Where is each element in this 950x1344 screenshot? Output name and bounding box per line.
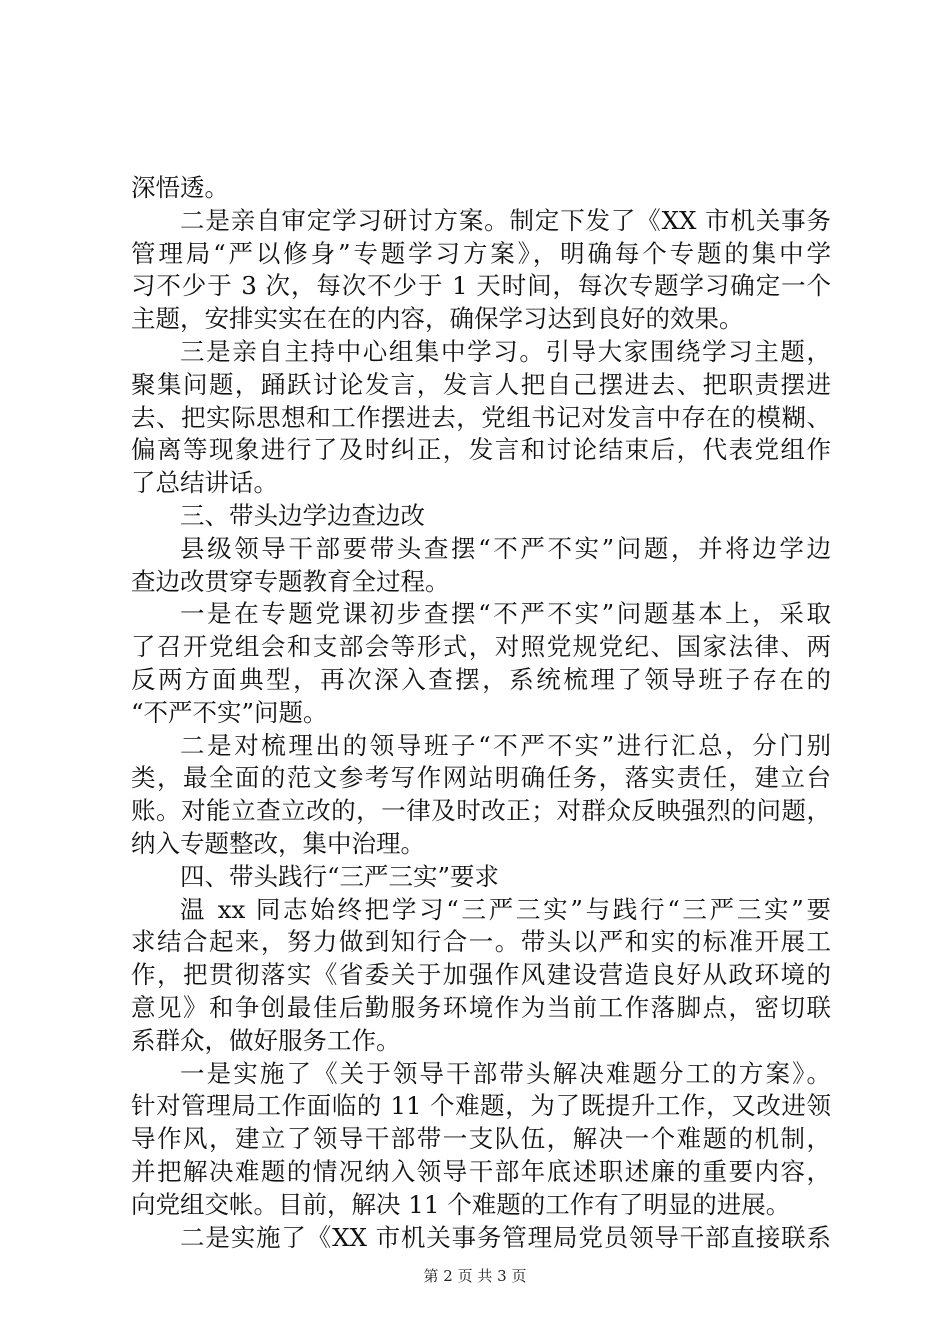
text-line: “不严不实”问题。 (131, 697, 328, 727)
text-line: 针对管理局工作面临的 11 个难题，为了既提升工作，又改进领 (131, 1091, 831, 1121)
text-line: 习不少于 3 次，每次不少于 1 天时间，每次专题学习确定一个 (131, 271, 831, 301)
text-line: 去、把实际思想和工作摆进去，党组书记对发言中存在的模糊、 (131, 402, 831, 432)
text-line: 意见》和争创最佳后勤服务环境作为当前工作落脚点，密切联 (131, 992, 831, 1022)
text-line: 了召开党组会和支部会等形式，对照党规党纪、国家法律、两 (131, 632, 831, 662)
document-body (131, 172, 831, 1254)
text-line: 四、带头践行“三严三实”要求 (180, 861, 500, 891)
text-line: 一是在专题党课初步查摆“不严不实”问题基本上，采取 (180, 599, 831, 629)
text-line: 深悟透。 (131, 173, 229, 202)
text-line: 类，最全面的范文参考写作网站明确任务，落实责任，建立台 (131, 763, 831, 793)
text-line: 查边改贯穿专题教育全过程。 (131, 566, 450, 596)
text-line: 管理局“严以修身”专题学习方案》，明确每个专题的集中学 (131, 238, 831, 268)
text-line: 聚集问题，踊跃讨论发言，发言人把自己摆进去、把职责摆进 (131, 369, 831, 399)
text-line: 并把解决难题的情况纳入领导干部年底述职述廉的重要内容， (131, 1156, 831, 1186)
text-line: 账。对能立查立改的，一律及时改正；对群众反映强烈的问题， (131, 796, 831, 826)
text-line: 反两方面典型，再次深入查摆，系统梳理了领导班子存在的 (131, 664, 831, 694)
text-line: 温 xx 同志始终把学习“三严三实”与践行“三严三实”要 (180, 894, 831, 924)
text-line: 主题，安排实实在在的内容，确保学习达到良好的效果。 (131, 304, 744, 334)
text-line: 县级领导干部要带头查摆“不严不实”问题，并将边学边 (180, 533, 831, 563)
text-line: 三是亲自主持中心组集中学习。引导大家围绕学习主题， (180, 336, 831, 366)
page-footer: 第 2 页 共 3 页 (423, 1267, 527, 1285)
text-line: 偏离等现象进行了及时纠正，发言和讨论结束后，代表党组作 (131, 435, 831, 465)
text-line: 纳入专题整改，集中治理。 (131, 828, 425, 858)
text-line: 导作风，建立了领导干部带一支队伍，解决一个难题的机制， (131, 1124, 831, 1154)
text-line: 了总结讲话。 (131, 468, 278, 498)
text-line: 一是实施了《关于领导干部带头解决难题分工的方案》。 (180, 1058, 831, 1088)
text-line: 三、带头边学边查边改 (180, 500, 425, 530)
text-line: 求结合起来，努力做到知行合一。带头以严和实的标准开展工 (131, 927, 831, 957)
text-line: 二是实施了《XX 市机关事务管理局党员领导干部直接联系 (180, 1222, 831, 1252)
text-line: 作，把贯彻落实《省委关于加强作风建设营造良好从政环境的 (131, 960, 831, 990)
text-line: 二是亲自审定学习研讨方案。制定下发了《XX 市机关事务 (180, 205, 831, 235)
text-line: 系群众，做好服务工作。 (131, 1025, 401, 1055)
text-line: 二是对梳理出的领导班子“不严不实”进行汇总，分门别 (180, 730, 831, 760)
text-line: 向党组交帐。目前，解决 11 个难题的工作有了明显的进展。 (131, 1189, 791, 1219)
